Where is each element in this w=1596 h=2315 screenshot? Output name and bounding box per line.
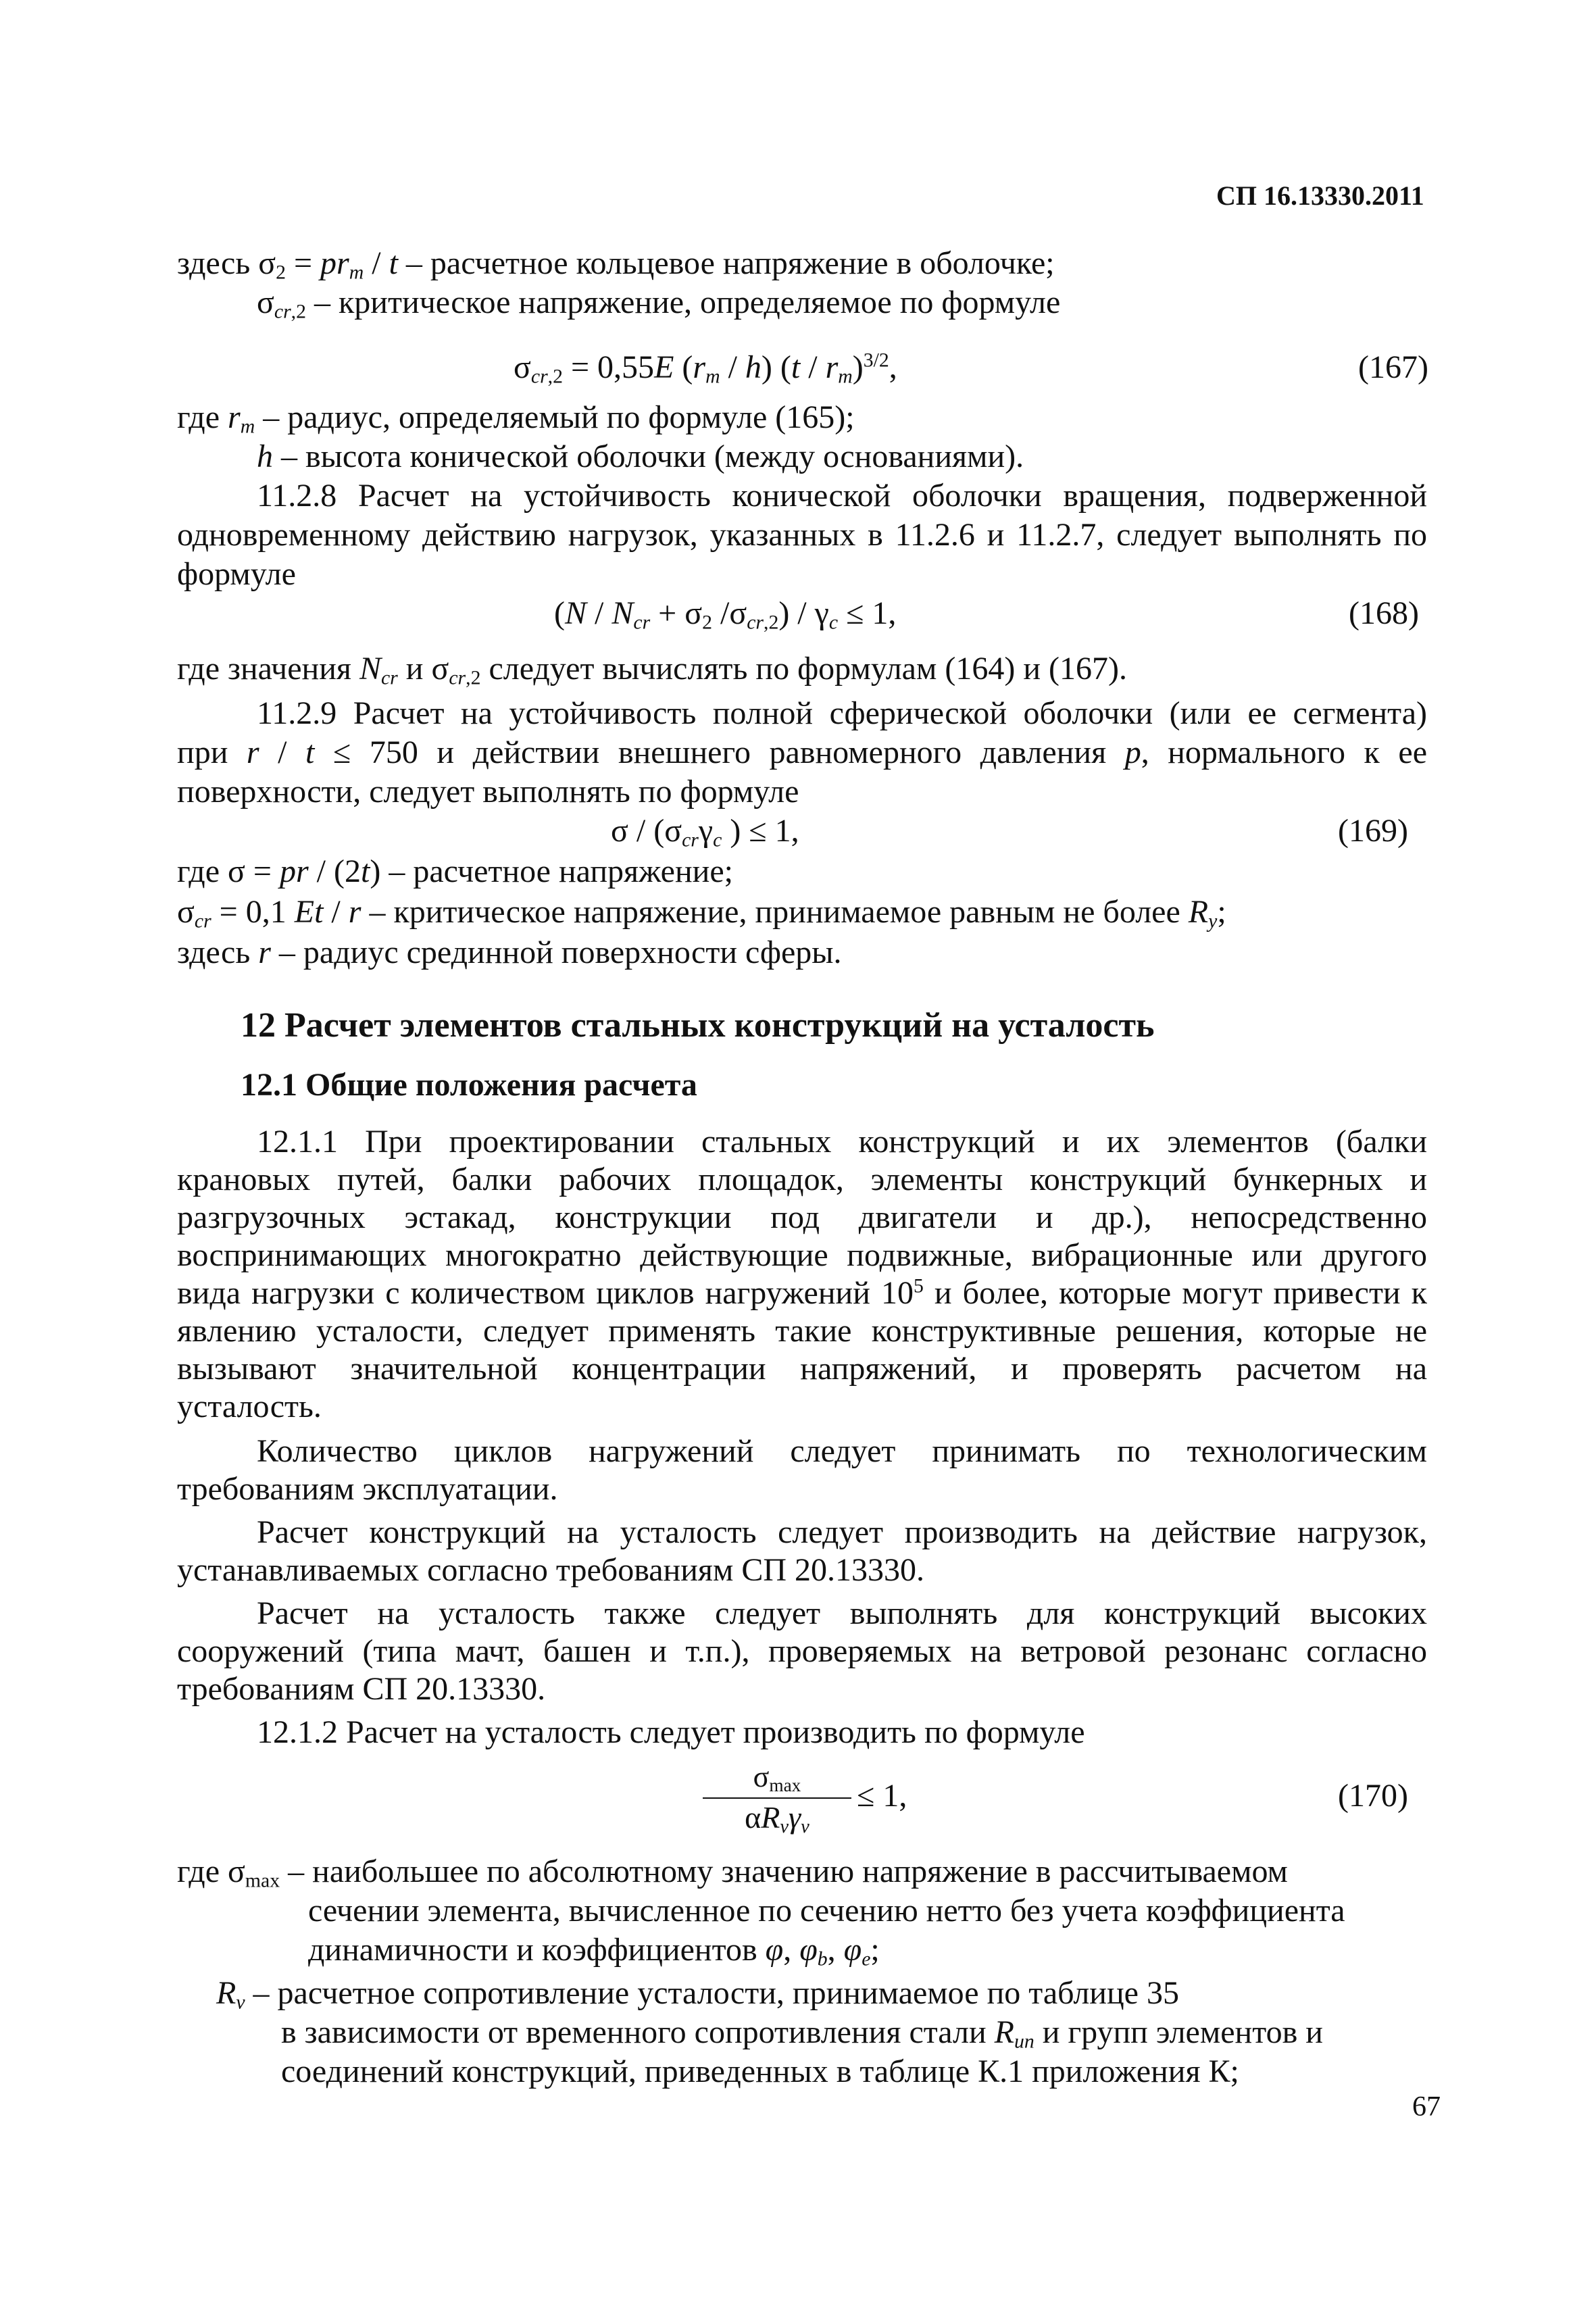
definition-sigma: где σ = pr / (2t) – расчетное напряжение; [177,853,733,889]
paragraph-12-1-1-line6: явлению усталости, следует применять такие конструктивные решения, которые не [177,1313,1427,1349]
formula-170-fraction: $\sigma_{max}$ $\alpha R_v\gamma_v$ [703,1758,851,1837]
definition-rv-line2: в зависимости от временного сопротивления стали $R_{un}$ и групп элементов и [281,2014,1323,2053]
document-code-header: СП 16.13330.2011 [1216,180,1424,211]
formula-167: $\sigma_{cr,2} = 0,55E$ $(r_m / h)$ $(t / r_m)^{3/2}$, [514,349,897,388]
paragraph-11-2-9-line1: 11.2.9 Расчет на устойчивость полной сферической оболочки (или ее сегмента) [257,695,1427,731]
formula-number-167: (167) [1358,349,1428,385]
definition-sigma-max-line2: сечении элемента, вычисленное по сечению нетто без учета коэффициента [308,1893,1345,1928]
definition-sigma2: здесь $\sigma_2 = pr_m / t$ – расчетное кольцевое напряжение в оболочке; [177,245,1055,284]
paragraph-loads-line2: устанавливаемых согласно требованиям СП 20.13330. [177,1552,925,1588]
paragraph-cycles-line2: требованиям эксплуатации. [177,1471,558,1507]
paragraph-12-1-1-line7: вызывают значительной концентрации напряжений, и проверять расчетом на [177,1351,1427,1387]
formula-168: ($N / N_{cr} + \sigma_2$ $/\sigma_{cr,2}) / \gamma_c \le 1$, [554,595,897,634]
paragraph-12-1-1-line2: крановых путей, балки рабочих площадок, элементы конструкций бункерных и [177,1162,1427,1197]
page-number: 67 [1412,2091,1441,2122]
section-heading-12: 12 Расчет элементов стальных конструкций на усталость [241,1006,1155,1045]
paragraph-11-2-9-line2: при r / t ≤ 750 и действии внешнего равномерного давления p, нормального к ее [177,735,1428,770]
paragraph-cycles-line1: Количество циклов нагружений следует принимать по технологическим [257,1433,1427,1469]
definition-rv: $R_v$ – расчетное сопротивление усталости, принимаемое по таблице 35 [216,1975,1179,2014]
paragraph-11-2-9-line3: поверхности, следует выполнять по формуле [177,774,799,810]
definition-rm: где $r_m$ – радиус, определяемый по формуле (165); [177,399,855,438]
paragraph-12-1-1-line4: воспринимающих многократно действующие подвижные, вибрационные или другого [177,1237,1427,1273]
paragraph-high-structures-line3: требованиям СП 20.13330. [177,1671,546,1707]
paragraph-loads-line1: Расчет конструкций на усталость следует производить на действие нагрузок, [257,1514,1427,1550]
paragraph-12-1-1-line5: вида нагрузки с количеством циклов нагружений $10^5$ и более, которые могут привести к [177,1274,1427,1311]
definition-sigma-max: где $\sigma_{max}$ – наибольшее по абсолютному значению напряжение в рассчитываемом [177,1853,1288,1892]
formula-170-inequality: ≤ 1, [857,1778,907,1814]
definition-h: h – высота конической оболочки (между основаниями). [257,439,1024,474]
definition-sigma-max-line3: динамичности и коэффициентов φ, $\varphi_b$, $\varphi_e$; [308,1932,880,1970]
paragraph-12-1-1-line8: усталость. [177,1389,322,1424]
paragraph-12-1-2: 12.1.2 Расчет на усталость следует производить по формуле [257,1714,1085,1750]
paragraph-11-2-8-line1: 11.2.8 Расчет на устойчивость конической оболочки вращения, подверженной [257,478,1427,514]
definition-sigma-cr2: $\sigma_{cr,2}$ – критическое напряжение, определяемое по формуле [257,284,1061,323]
formula-number-168: (168) [1349,595,1419,631]
definition-sigma-cr: $\sigma_{cr} = 0,1$ Et / r – критическое напряжение, принимаемое равным не более $R_y$; [177,894,1226,932]
paragraph-11-2-8-line2: одновременному действию нагрузок, указанных в 11.2.6 и 11.2.7, следует выполнять по [177,517,1427,553]
paragraph-11-2-8-line3: формуле [177,556,296,592]
definition-r: здесь r – радиус срединной поверхности сферы. [177,935,842,970]
definition-rv-line3: соединений конструкций, приведенных в таблице К.1 приложения К; [281,2053,1239,2089]
paragraph-high-structures-line1: Расчет на усталость также следует выполнять для конструкций высоких [257,1595,1427,1631]
where-ncr-sigma: где значения $N_{cr}$ и $\sigma_{cr,2}$ следует вычислять по формулам (164) и (167). [177,651,1127,689]
formula-169: σ / ($\sigma_{cr}\gamma_c$ ) ≤ 1, [611,813,799,851]
subsection-heading-12-1: 12.1 Общие положения расчета [241,1067,697,1103]
formula-number-170: (170) [1338,1778,1408,1814]
formula-number-169: (169) [1338,813,1408,849]
paragraph-12-1-1-line3: разгрузочных эстакад, конструкции под двигатели и др.), непосредственно [177,1199,1427,1235]
paragraph-high-structures-line2: сооружений (типа мачт, башен и т.п.), проверяемых на ветровой резонанс согласно [177,1633,1427,1669]
paragraph-12-1-1-line1: 12.1.1 При проектировании стальных конструкций и их элементов (балки [257,1124,1427,1160]
